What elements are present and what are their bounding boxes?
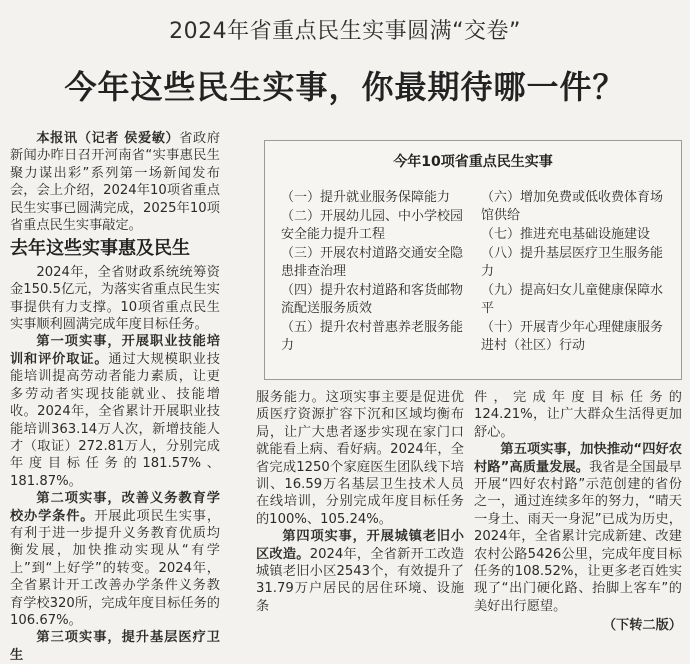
list-item: （二）开展幼儿园、中小学校园安全能力提升工程 [281, 209, 464, 242]
list-item: （六）增加免费或低收费体育场馆供给 [481, 190, 664, 223]
list-item: （八）提升基层医疗卫生服务能力 [481, 246, 664, 279]
paragraph [10, 629, 220, 664]
column-1 [10, 130, 220, 664]
list-item: （九）提高妇女儿童健康保障水平 [481, 283, 664, 316]
lead-paragraph [10, 130, 220, 234]
list-item: （五）提升农村普惠养老服务能力 [281, 320, 464, 353]
lead-text: 省政府新闻办昨日召开河南省“实事惠民生 聚力谋出彩”系列第一场新闻发布会，会上介绍，2024年10项省重点民生实事已圆满完成，2025年10项省重点民生实事敲定。 [10, 131, 221, 234]
headline: 今年这些民生实事，你最期待哪一件？ [64, 68, 626, 106]
paragraph [256, 528, 464, 615]
item-text: 开展此项民生实事，有利于进一步提升义务教育优质均衡发展，加快推动实现从“有学上”到“上好学”的转变。2024年，全省累计开工改善办学条件义务教育学校320所，完成年度目标任务的106.67%。 [10, 508, 221, 628]
item-text: 我省是全国最早开展“四好农村路”示范创建的省份之一，通过连续多年的努力，“晴天一身土、雨天一身泥”已成为历史，2024年，全省累计完成新建、改建农村公路5426公里，完成年度目标任务的108.52%，让更多老百姓实现了“出门硬化路、抬脚上客车”的美好出行愿望。 [474, 459, 682, 614]
item-text: 2024年，全省新开工改造城镇老旧小区2543个，有效提升了31.79万户居民的居住环境、设施条 [256, 546, 465, 614]
box-list-right [481, 189, 671, 356]
list-item: （十）开展青少年心理健康服务进村（社区）行动 [481, 320, 664, 353]
paragraph: 服务能力。这项实事主要是促进优质医疗资源扩容下沉和区域均衡布局，让广大患者逐步实现在家门口就能看上病、看好病。2024年，全省完成1250个家庭医生团队线下培训、16.59万名基层卫生技术人员在线培训，分别完成年度目标任务的100%、105.24%。 [256, 390, 464, 527]
subtitle: 2024年省重点民生实事圆满“交卷” [169, 19, 521, 44]
item-heading: 第四项实事，开展城镇老旧小区改造。 [256, 529, 464, 562]
paragraph: 2024年，全省财政系统统筹资金150.5亿元，为落实省重点民生实事提供有力支撑。10项省重点民生实事顺利圆满完成年度目标任务。 [10, 264, 220, 333]
column-3 [474, 389, 682, 635]
box-list-left [281, 189, 471, 356]
column-2 [256, 389, 464, 615]
item-heading: 第二项实事，改善义务教育学校办学条件。 [10, 491, 220, 524]
sidebar-box [264, 140, 682, 380]
paragraph [10, 490, 220, 629]
item-text: 通过大规模职业技能培训提高劳动者能力素质，让更多劳动者实现技能就业、技能增收。2024年，全省累计开展职业技能培训363.14万人次，新增技能人才（取证）272.81万人，分别完成年度目标任务的181.57%、181.87%。 [10, 351, 220, 489]
paragraph [474, 441, 682, 615]
paragraph: 件，完成年度目标任务的124.21%，让广大群众生活得更加舒心。 [474, 390, 682, 440]
paragraph [10, 333, 220, 490]
list-item: （三）开展农村道路交通安全隐患排查治理 [281, 246, 464, 279]
continued-note: （下转二版） [602, 618, 682, 634]
list-item: （七）推进充电基础设施建设 [481, 227, 651, 242]
list-item: （四）提升农村道路和客货邮物流配送服务质效 [281, 283, 464, 316]
item-heading: 第三项实事，提升基层医疗卫生 [10, 630, 220, 663]
byline: 本报讯（记者 侯爱敏） [36, 131, 180, 146]
item-heading: 第五项实事，加快推动“四好农村路”高质量发展。 [474, 442, 682, 475]
item-heading: 第一项实事，开展职业技能培训和评价取证。 [10, 334, 220, 367]
box-title: 今年10项省重点民生实事 [393, 154, 553, 170]
list-item: （一）提升就业服务保障能力 [281, 190, 451, 205]
section-heading: 去年这些实事惠及民生 [10, 238, 190, 260]
